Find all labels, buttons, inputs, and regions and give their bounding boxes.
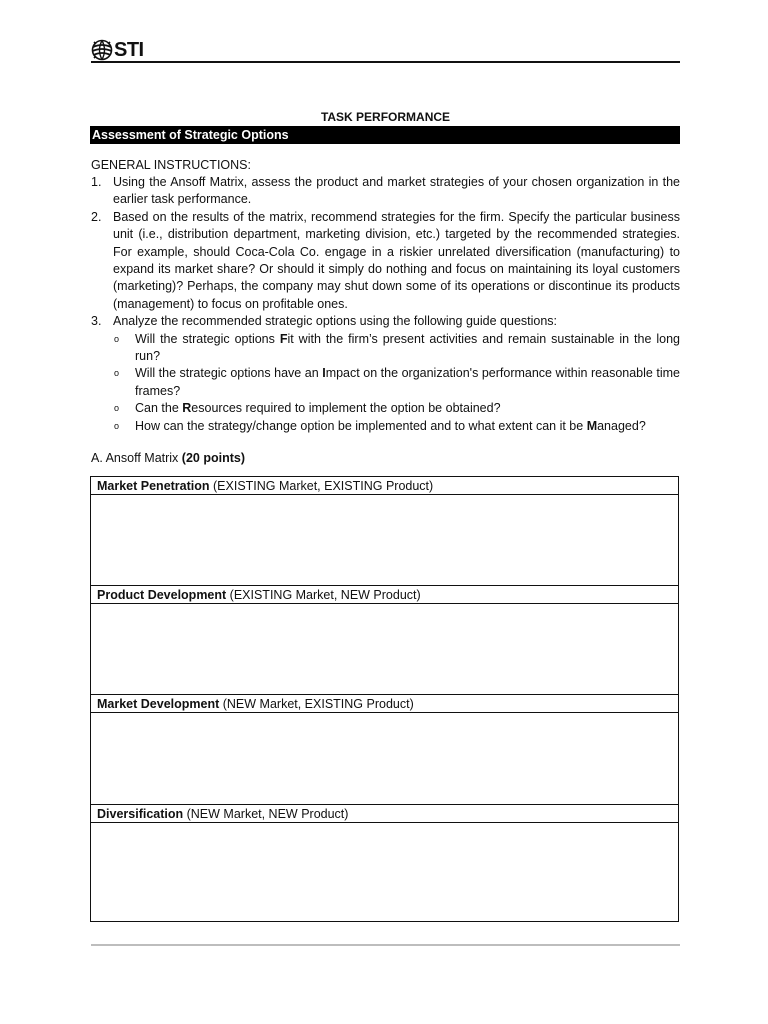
guide-question-text: Will the strategic options xyxy=(135,331,280,346)
bullet-icon: o xyxy=(114,420,120,431)
section-heading-bar: Assessment of Strategic Options xyxy=(90,126,680,144)
guide-question-text: How can the strategy/change option be implemented and to what extent can it be xyxy=(135,418,587,433)
guide-question xyxy=(113,365,680,400)
footer-divider xyxy=(91,944,680,946)
instructions-list xyxy=(91,174,680,435)
guide-question-text: anaged? xyxy=(597,418,646,433)
bullet-icon: o xyxy=(114,368,120,379)
guide-question-key-letter: F xyxy=(279,331,288,346)
quadrant-header-market-development xyxy=(91,695,678,713)
matrix-points: (20 points) xyxy=(181,451,245,465)
bullet-icon: o xyxy=(114,403,120,414)
quadrant-answer-market-penetration[interactable] xyxy=(91,495,678,586)
quadrant-detail: (NEW Market, EXISTING Product) xyxy=(219,697,414,711)
instructions-heading: GENERAL INSTRUCTIONS: xyxy=(91,158,251,172)
logo-text: STI xyxy=(114,39,144,61)
guide-question-text: mpact on the organization's performance within reasonable time frames? xyxy=(135,366,680,398)
guide-question-text: it with the firm’s present activities and remain sustainable in the long run? xyxy=(135,331,680,364)
quadrant-detail: (NEW Market, NEW Product) xyxy=(183,807,349,821)
instruction-number: 3. xyxy=(91,314,102,329)
guide-question xyxy=(113,400,680,417)
instruction-item xyxy=(91,209,680,313)
instruction-text: Using the Ansoff Matrix, assess the product and market strategies of your chosen organization in the earlier task performance. xyxy=(113,175,680,207)
quadrant-header-market-penetration xyxy=(91,477,678,495)
instruction-number: 1. xyxy=(91,175,102,189)
quadrant-title: Product Development xyxy=(97,588,227,602)
quadrant-answer-product-development[interactable] xyxy=(91,604,678,695)
quadrant-detail: (EXISTING Market, EXISTING Product) xyxy=(209,479,434,493)
guide-question-text: Will the strategic options have an xyxy=(135,366,323,381)
guide-question-text: Can the xyxy=(135,401,183,416)
globe-icon xyxy=(91,39,113,61)
quadrant-title: Market Penetration xyxy=(97,479,210,493)
quadrant-title: Market Development xyxy=(97,697,220,711)
guide-question-key-letter: I xyxy=(322,366,326,381)
page-title: TASK PERFORMANCE xyxy=(320,110,451,124)
quadrant-header-diversification xyxy=(91,805,678,823)
quadrant-header-product-development xyxy=(91,586,678,604)
instruction-item xyxy=(91,174,680,209)
header-divider xyxy=(91,61,680,63)
instruction-number: 2. xyxy=(91,209,102,224)
guide-question xyxy=(113,331,680,366)
matrix-heading-text: A. Ansoff Matrix xyxy=(91,451,182,465)
bullet-icon: o xyxy=(114,333,120,344)
guide-question-key-letter: M xyxy=(586,418,598,433)
matrix-heading xyxy=(91,451,245,465)
guide-question-text: esources required to implement the option be obtained? xyxy=(191,401,501,416)
instruction-text: Based on the results of the matrix, recommend strategies for the firm. Specify the particular business unit (i.e., distribution department, marketing division, etc.) targeted by the recommended strategies. For example, should Coca-Cola Co. engage in a riskier unrelated diversification (manufacturing) to expand its market share? Or should it simply do nothing and focus on maintaining its loyal customers (marketing)? Perhaps, the company may shut down some of its operations or discontinue its products (management) to focus on profitable ones. xyxy=(113,209,680,311)
sti-logo xyxy=(91,38,144,62)
instruction-item xyxy=(91,313,680,330)
quadrant-answer-diversification[interactable] xyxy=(91,823,678,921)
instruction-text: Analyze the recommended strategic options using the following guide questions: xyxy=(113,314,558,329)
quadrant-detail: (EXISTING Market, NEW Product) xyxy=(226,588,421,602)
guide-question-key-letter: R xyxy=(182,401,192,416)
ansoff-matrix-table xyxy=(90,476,679,922)
quadrant-title: Diversification xyxy=(97,807,184,821)
quadrant-answer-market-development[interactable] xyxy=(91,713,678,805)
guide-question xyxy=(113,418,680,435)
